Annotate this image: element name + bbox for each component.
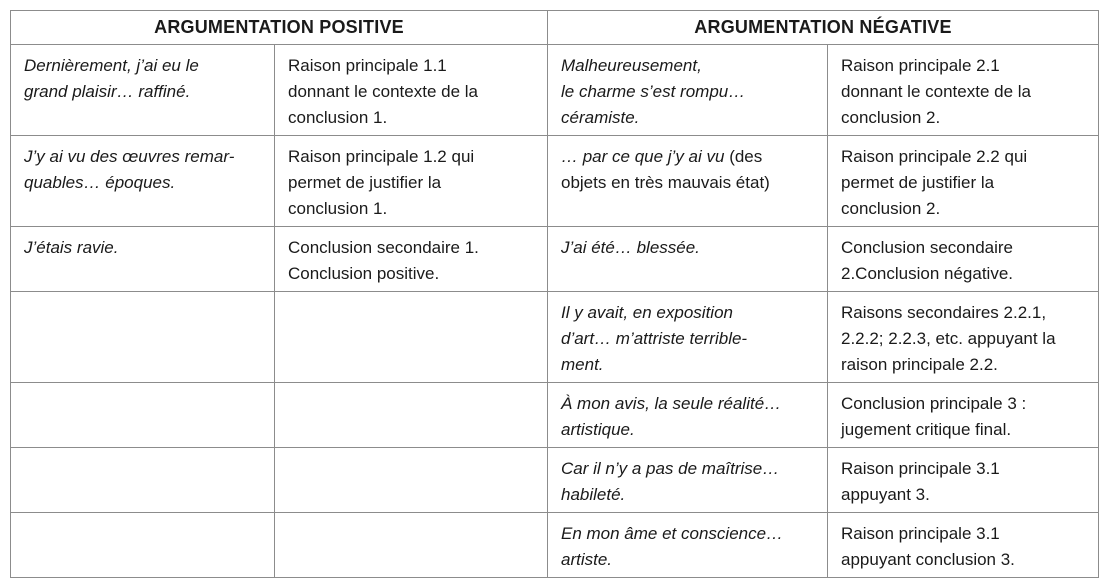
negative-quote-cell [548, 513, 828, 578]
quote-line: Il y avait, en exposition [561, 303, 733, 322]
note-line: conclusion 2. [841, 199, 941, 218]
table-row [11, 448, 1099, 513]
quote-line: objets en très mauvais état) [561, 173, 770, 192]
note-line: appuyant conclusion 3. [841, 550, 1015, 569]
quote-line: J’y ai vu des œuvres remar- [24, 147, 235, 166]
note-line: conclusion 2. [841, 108, 941, 127]
note-line: donnant le contexte de la [841, 82, 1031, 101]
table-row [11, 136, 1099, 227]
positive-quote-cell [11, 45, 275, 136]
empty-cell [275, 513, 548, 578]
note-line: 2.2.2; 2.2.3, etc. appuyant la [841, 329, 1056, 348]
quote-line: grand plaisir… raffiné. [24, 82, 191, 101]
quote-line: habileté. [561, 485, 626, 504]
note-line: Raison principale 3.1 [841, 524, 1000, 543]
positive-note-cell [275, 45, 548, 136]
note-line: conclusion 1. [288, 199, 388, 218]
positive-quote-cell [11, 136, 275, 227]
quote-line: artiste. [561, 550, 613, 569]
quote-line: À mon avis, la seule réalité… [561, 394, 782, 413]
note-line: donnant le contexte de la [288, 82, 478, 101]
note-line: permet de justifier la [288, 173, 442, 192]
empty-cell [11, 448, 275, 513]
empty-cell [11, 292, 275, 383]
quote-line: Car il n’y a pas de maîtrise… [561, 459, 780, 478]
negative-quote-cell [548, 448, 828, 513]
quote-plain-part: (des [724, 147, 763, 166]
note-line: Conclusion principale 3 : [841, 394, 1027, 413]
negative-note-cell [828, 227, 1099, 292]
argumentation-table [10, 10, 1099, 578]
negative-note-cell [828, 448, 1099, 513]
quote-line: céramiste. [561, 108, 640, 127]
table-row [11, 45, 1099, 136]
negative-quote-cell [548, 45, 828, 136]
positive-quote-cell [11, 227, 275, 292]
note-line: Conclusion secondaire [841, 238, 1013, 257]
negative-quote-cell [548, 292, 828, 383]
quote-line: artistique. [561, 420, 635, 439]
quote-line: Malheureusement, [561, 56, 702, 75]
quote-line: En mon âme et conscience… [561, 524, 784, 543]
quote-line: J’étais ravie. [24, 238, 119, 257]
quote-line: d’art… m’attriste terrible- [561, 329, 748, 348]
quote-italic-part: … par ce que j’y ai vu [561, 147, 725, 166]
note-line: Conclusion positive. [288, 264, 440, 283]
note-line: Conclusion secondaire 1. [288, 238, 479, 257]
negative-note-cell [828, 383, 1099, 448]
negative-quote-cell [548, 383, 828, 448]
quote-line: quables… époques. [24, 173, 176, 192]
negative-note-cell [828, 513, 1099, 578]
positive-note-cell [275, 227, 548, 292]
note-line: permet de justifier la [841, 173, 995, 192]
note-line: 2.Conclusion négative. [841, 264, 1014, 283]
note-line: raison principale 2.2. [841, 355, 998, 374]
header-negative: ARGUMENTATION NÉGATIVE [548, 11, 1099, 45]
note-line: Raison principale 1.1 [288, 56, 447, 75]
note-line: Raison principale 2.1 [841, 56, 1000, 75]
note-line: Raison principale 1.2 qui [288, 147, 475, 166]
negative-note-cell [828, 45, 1099, 136]
table-row [11, 292, 1099, 383]
note-line: Raison principale 3.1 [841, 459, 1000, 478]
note-line: appuyant 3. [841, 485, 930, 504]
quote-line: J’ai été… blessée. [561, 238, 700, 257]
note-line: jugement critique final. [841, 420, 1012, 439]
negative-quote-cell [548, 227, 828, 292]
quote-line: le charme s’est rompu… [561, 82, 746, 101]
header-row [11, 11, 1099, 45]
note-line: Raisons secondaires 2.2.1, [841, 303, 1047, 322]
table-row [11, 383, 1099, 448]
quote-line: Dernièrement, j’ai eu le [24, 56, 199, 75]
note-line: conclusion 1. [288, 108, 388, 127]
negative-note-cell [828, 292, 1099, 383]
empty-cell [275, 448, 548, 513]
table-row [11, 227, 1099, 292]
negative-quote-cell [548, 136, 828, 227]
empty-cell [11, 513, 275, 578]
empty-cell [11, 383, 275, 448]
positive-note-cell [275, 136, 548, 227]
quote-line: ment. [561, 355, 604, 374]
table-row [11, 513, 1099, 578]
negative-note-cell [828, 136, 1099, 227]
header-positive: ARGUMENTATION POSITIVE [11, 11, 548, 45]
empty-cell [275, 292, 548, 383]
quote-line [561, 144, 821, 170]
empty-cell [275, 383, 548, 448]
note-line: Raison principale 2.2 qui [841, 147, 1028, 166]
